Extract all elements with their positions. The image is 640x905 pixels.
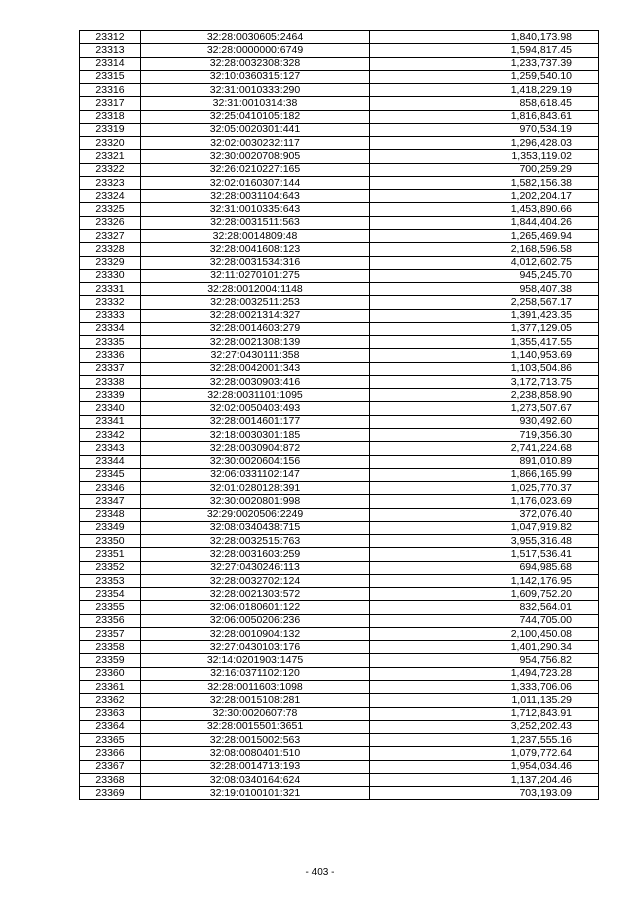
table-row (80, 70, 599, 83)
row-number-cell: 23360 (80, 667, 141, 680)
cadastral-number-cell: 32:28:0032308:328 (141, 57, 370, 70)
row-number-cell: 23316 (80, 84, 141, 97)
table-row (80, 31, 599, 44)
cadastral-value-cell: 719,356.30 (370, 428, 599, 441)
row-number-cell: 23325 (80, 203, 141, 216)
cadastral-value-cell: 2,168,596.58 (370, 243, 599, 256)
row-number-cell: 23332 (80, 296, 141, 309)
table-row (80, 269, 599, 282)
cadastral-value-cell: 958,407.38 (370, 283, 599, 296)
table-row (80, 548, 599, 561)
cadastral-value-cell: 700,259.29 (370, 163, 599, 176)
cadastral-value-cell: 694,985.68 (370, 561, 599, 574)
cadastral-number-cell: 32:28:0041608:123 (141, 243, 370, 256)
cadastral-number-cell: 32:02:0030232:117 (141, 137, 370, 150)
cadastral-number-cell: 32:28:0032702:124 (141, 574, 370, 587)
table-row (80, 787, 599, 800)
cadastral-number-cell: 32:08:0340438:715 (141, 521, 370, 534)
table-row (80, 123, 599, 136)
table-row (80, 322, 599, 335)
cadastral-value-cell: 1,517,536.41 (370, 548, 599, 561)
cadastral-number-cell: 32:28:0014809:48 (141, 229, 370, 242)
table-row (80, 256, 599, 269)
cadastral-number-cell: 32:29:0020506:2249 (141, 508, 370, 521)
row-number-cell: 23318 (80, 110, 141, 123)
table-row (80, 720, 599, 733)
row-number-cell: 23361 (80, 681, 141, 694)
table-row (80, 402, 599, 415)
table-row (80, 614, 599, 627)
cadastral-number-cell: 32:28:0030605:2464 (141, 31, 370, 44)
cadastral-number-cell: 32:08:0080401:510 (141, 747, 370, 760)
cadastral-value-cell: 1,142,176.95 (370, 574, 599, 587)
cadastral-value-cell: 1,866,165.99 (370, 468, 599, 481)
row-number-cell: 23314 (80, 57, 141, 70)
table-row (80, 203, 599, 216)
cadastral-value-cell: 1,840,173.98 (370, 31, 599, 44)
table-row (80, 654, 599, 667)
row-number-cell: 23323 (80, 176, 141, 189)
cadastral-number-cell: 32:08:0340164:624 (141, 773, 370, 786)
row-number-cell: 23351 (80, 548, 141, 561)
cadastral-value-cell: 3,172,713.75 (370, 375, 599, 388)
table-row (80, 455, 599, 468)
cadastral-value-cell: 1,079,772.64 (370, 747, 599, 760)
cadastral-value-cell: 1,377,129.05 (370, 322, 599, 335)
cadastral-value-cell: 1,353,119.02 (370, 150, 599, 163)
table-row (80, 601, 599, 614)
row-number-cell: 23329 (80, 256, 141, 269)
table-row (80, 44, 599, 57)
table-row (80, 508, 599, 521)
table-row (80, 521, 599, 534)
row-number-cell: 23328 (80, 243, 141, 256)
cadastral-number-cell: 32:28:0021314:327 (141, 309, 370, 322)
table-row (80, 442, 599, 455)
cadastral-number-cell: 32:28:0021303:572 (141, 588, 370, 601)
row-number-cell: 23313 (80, 44, 141, 57)
table-row (80, 707, 599, 720)
cadastral-value-cell: 1,401,290.34 (370, 641, 599, 654)
row-number-cell: 23348 (80, 508, 141, 521)
cadastral-number-cell: 32:28:0010904:132 (141, 627, 370, 640)
row-number-cell: 23324 (80, 190, 141, 203)
table-row (80, 734, 599, 747)
cadastral-number-cell: 32:28:0012004:1148 (141, 283, 370, 296)
row-number-cell: 23338 (80, 375, 141, 388)
row-number-cell: 23330 (80, 269, 141, 282)
cadastral-number-cell: 32:28:0011603:1098 (141, 681, 370, 694)
row-number-cell: 23343 (80, 442, 141, 455)
cadastral-value-cell: 1,453,890.66 (370, 203, 599, 216)
row-number-cell: 23362 (80, 694, 141, 707)
cadastral-number-cell: 32:31:0010333:290 (141, 84, 370, 97)
row-number-cell: 23352 (80, 561, 141, 574)
row-number-cell: 23326 (80, 216, 141, 229)
table-row (80, 428, 599, 441)
table-row (80, 309, 599, 322)
table-row (80, 747, 599, 760)
row-number-cell: 23339 (80, 389, 141, 402)
table-row (80, 296, 599, 309)
cadastral-number-cell: 32:28:0031511:563 (141, 216, 370, 229)
cadastral-value-cell: 1,594,817.45 (370, 44, 599, 57)
cadastral-number-cell: 32:30:0020604:156 (141, 455, 370, 468)
cadastral-number-cell: 32:05:0020301:441 (141, 123, 370, 136)
table-row (80, 574, 599, 587)
cadastral-number-cell: 32:28:0031104:643 (141, 190, 370, 203)
cadastral-number-cell: 32:28:0031603:259 (141, 548, 370, 561)
row-number-cell: 23319 (80, 123, 141, 136)
cadastral-value-cell: 891,010.89 (370, 455, 599, 468)
cadastral-value-cell: 2,258,567.17 (370, 296, 599, 309)
table-row (80, 641, 599, 654)
cadastral-value-cell: 1,273,507.67 (370, 402, 599, 415)
row-number-cell: 23363 (80, 707, 141, 720)
cadastral-value-cell: 703,193.09 (370, 787, 599, 800)
table-row (80, 137, 599, 150)
row-number-cell: 23344 (80, 455, 141, 468)
cadastral-number-cell: 32:28:0014713:193 (141, 760, 370, 773)
cadastral-number-cell: 32:19:0100101:321 (141, 787, 370, 800)
cadastral-number-cell: 32:28:0014601:177 (141, 415, 370, 428)
cadastral-value-cell: 1,233,737.39 (370, 57, 599, 70)
table-row (80, 468, 599, 481)
row-number-cell: 23358 (80, 641, 141, 654)
cadastral-number-cell: 32:01:0280128:391 (141, 482, 370, 495)
table-row (80, 336, 599, 349)
cadastral-value-cell: 1,011,135.29 (370, 694, 599, 707)
row-number-cell: 23315 (80, 70, 141, 83)
cadastral-number-cell: 32:27:0430111:358 (141, 349, 370, 362)
cadastral-value-cell: 1,494,723.28 (370, 667, 599, 680)
table-row (80, 760, 599, 773)
row-number-cell: 23353 (80, 574, 141, 587)
table-row (80, 150, 599, 163)
table-row (80, 535, 599, 548)
table-body (80, 31, 599, 800)
cadastral-value-cell: 1,202,204.17 (370, 190, 599, 203)
cadastral-number-cell: 32:10:0360315:127 (141, 70, 370, 83)
cadastral-value-cell: 954,756.82 (370, 654, 599, 667)
cadastral-number-cell: 32:31:0010314:38 (141, 97, 370, 110)
row-number-cell: 23369 (80, 787, 141, 800)
row-number-cell: 23366 (80, 747, 141, 760)
cadastral-number-cell: 32:02:0160307:144 (141, 176, 370, 189)
table-row (80, 561, 599, 574)
cadastral-number-cell: 32:28:0000000:6749 (141, 44, 370, 57)
row-number-cell: 23345 (80, 468, 141, 481)
cadastral-number-cell: 32:30:0020607:78 (141, 707, 370, 720)
cadastral-number-cell: 32:30:0020801:998 (141, 495, 370, 508)
cadastral-value-cell: 930,492.60 (370, 415, 599, 428)
row-number-cell: 23312 (80, 31, 141, 44)
table-row (80, 375, 599, 388)
cadastral-number-cell: 32:26:0210227:165 (141, 163, 370, 176)
table-row (80, 163, 599, 176)
row-number-cell: 23327 (80, 229, 141, 242)
cadastral-number-cell: 32:31:0010335:643 (141, 203, 370, 216)
cadastral-value-cell: 1,609,752.20 (370, 588, 599, 601)
table-row (80, 190, 599, 203)
row-number-cell: 23364 (80, 720, 141, 733)
table-row (80, 667, 599, 680)
table-row (80, 57, 599, 70)
cadastral-value-cell: 2,741,224.68 (370, 442, 599, 455)
table-row (80, 773, 599, 786)
cadastral-value-cell: 970,534.19 (370, 123, 599, 136)
row-number-cell: 23356 (80, 614, 141, 627)
cadastral-number-cell: 32:28:0014603:279 (141, 322, 370, 335)
cadastral-value-cell: 1,137,204.46 (370, 773, 599, 786)
table-row (80, 283, 599, 296)
row-number-cell: 23334 (80, 322, 141, 335)
cadastral-number-cell: 32:28:0031101:1095 (141, 389, 370, 402)
table-row (80, 482, 599, 495)
cadastral-number-cell: 32:11:0270101:275 (141, 269, 370, 282)
table-row (80, 176, 599, 189)
row-number-cell: 23333 (80, 309, 141, 322)
row-number-cell: 23320 (80, 137, 141, 150)
cadastral-value-cell: 1,237,555.16 (370, 734, 599, 747)
table-row (80, 694, 599, 707)
row-number-cell: 23347 (80, 495, 141, 508)
row-number-cell: 23349 (80, 521, 141, 534)
cadastral-value-cell: 1,954,034.46 (370, 760, 599, 773)
cadastral-value-table (79, 30, 599, 800)
cadastral-number-cell: 32:28:0042001:343 (141, 362, 370, 375)
row-number-cell: 23346 (80, 482, 141, 495)
table-row (80, 349, 599, 362)
cadastral-value-cell: 1,712,843.91 (370, 707, 599, 720)
cadastral-value-cell: 832,564.01 (370, 601, 599, 614)
row-number-cell: 23365 (80, 734, 141, 747)
table-row (80, 110, 599, 123)
cadastral-value-cell: 1,047,919.82 (370, 521, 599, 534)
cadastral-value-cell: 3,955,316.48 (370, 535, 599, 548)
table-row (80, 495, 599, 508)
row-number-cell: 23331 (80, 283, 141, 296)
cadastral-value-cell: 744,705.00 (370, 614, 599, 627)
cadastral-number-cell: 32:06:0180601:122 (141, 601, 370, 614)
page-number: - 403 - (305, 867, 335, 878)
cadastral-value-cell: 858,618.45 (370, 97, 599, 110)
cadastral-value-cell: 1,176,023.69 (370, 495, 599, 508)
row-number-cell: 23322 (80, 163, 141, 176)
cadastral-number-cell: 32:14:0201903:1475 (141, 654, 370, 667)
cadastral-number-cell: 32:28:0030904:872 (141, 442, 370, 455)
cadastral-number-cell: 32:25:0410105:182 (141, 110, 370, 123)
row-number-cell: 23357 (80, 627, 141, 640)
cadastral-value-cell: 1,025,770.37 (370, 482, 599, 495)
cadastral-value-cell: 1,259,540.10 (370, 70, 599, 83)
row-number-cell: 23321 (80, 150, 141, 163)
table-row (80, 362, 599, 375)
row-number-cell: 23359 (80, 654, 141, 667)
cadastral-value-cell: 1,582,156.38 (370, 176, 599, 189)
table-row (80, 84, 599, 97)
cadastral-value-cell: 945,245.70 (370, 269, 599, 282)
cadastral-number-cell: 32:28:0015108:281 (141, 694, 370, 707)
cadastral-number-cell: 32:28:0015501:3651 (141, 720, 370, 733)
table-row (80, 627, 599, 640)
table-row (80, 97, 599, 110)
row-number-cell: 23367 (80, 760, 141, 773)
cadastral-number-cell: 32:06:0331102:147 (141, 468, 370, 481)
table-row (80, 229, 599, 242)
cadastral-number-cell: 32:06:0050206:236 (141, 614, 370, 627)
cadastral-number-cell: 32:02:0050403:493 (141, 402, 370, 415)
cadastral-number-cell: 32:27:0430246:113 (141, 561, 370, 574)
cadastral-value-cell: 1,140,953.69 (370, 349, 599, 362)
cadastral-number-cell: 32:28:0032511:253 (141, 296, 370, 309)
cadastral-number-cell: 32:28:0032515:763 (141, 535, 370, 548)
row-number-cell: 23340 (80, 402, 141, 415)
table-row (80, 588, 599, 601)
row-number-cell: 23350 (80, 535, 141, 548)
cadastral-number-cell: 32:30:0020708:905 (141, 150, 370, 163)
cadastral-number-cell: 32:28:0030903:416 (141, 375, 370, 388)
cadastral-number-cell: 32:28:0021308:139 (141, 336, 370, 349)
cadastral-value-cell: 1,418,229.19 (370, 84, 599, 97)
row-number-cell: 23336 (80, 349, 141, 362)
cadastral-value-cell: 1,391,423.35 (370, 309, 599, 322)
row-number-cell: 23368 (80, 773, 141, 786)
row-number-cell: 23354 (80, 588, 141, 601)
cadastral-value-cell: 1,333,706.06 (370, 681, 599, 694)
cadastral-number-cell: 32:18:0030301:185 (141, 428, 370, 441)
cadastral-value-cell: 1,816,843.61 (370, 110, 599, 123)
cadastral-value-cell: 1,844,404.26 (370, 216, 599, 229)
row-number-cell: 23341 (80, 415, 141, 428)
row-number-cell: 23355 (80, 601, 141, 614)
table-row (80, 681, 599, 694)
row-number-cell: 23342 (80, 428, 141, 441)
cadastral-value-cell: 3,252,202.43 (370, 720, 599, 733)
cadastral-value-cell: 372,076.40 (370, 508, 599, 521)
row-number-cell: 23337 (80, 362, 141, 375)
cadastral-number-cell: 32:16:0371102:120 (141, 667, 370, 680)
table-row (80, 415, 599, 428)
cadastral-value-cell: 1,355,417.55 (370, 336, 599, 349)
cadastral-value-cell: 1,103,504.86 (370, 362, 599, 375)
cadastral-number-cell: 32:28:0015002:563 (141, 734, 370, 747)
cadastral-value-cell: 1,265,469.94 (370, 229, 599, 242)
row-number-cell: 23335 (80, 336, 141, 349)
table-row (80, 243, 599, 256)
cadastral-value-cell: 2,100,450.08 (370, 627, 599, 640)
cadastral-value-cell: 4,012,602.75 (370, 256, 599, 269)
cadastral-value-cell: 2,238,858.90 (370, 389, 599, 402)
table-row (80, 389, 599, 402)
cadastral-number-cell: 32:27:0430103:176 (141, 641, 370, 654)
cadastral-number-cell: 32:28:0031534:316 (141, 256, 370, 269)
cadastral-value-cell: 1,296,428.03 (370, 137, 599, 150)
table-row (80, 216, 599, 229)
row-number-cell: 23317 (80, 97, 141, 110)
